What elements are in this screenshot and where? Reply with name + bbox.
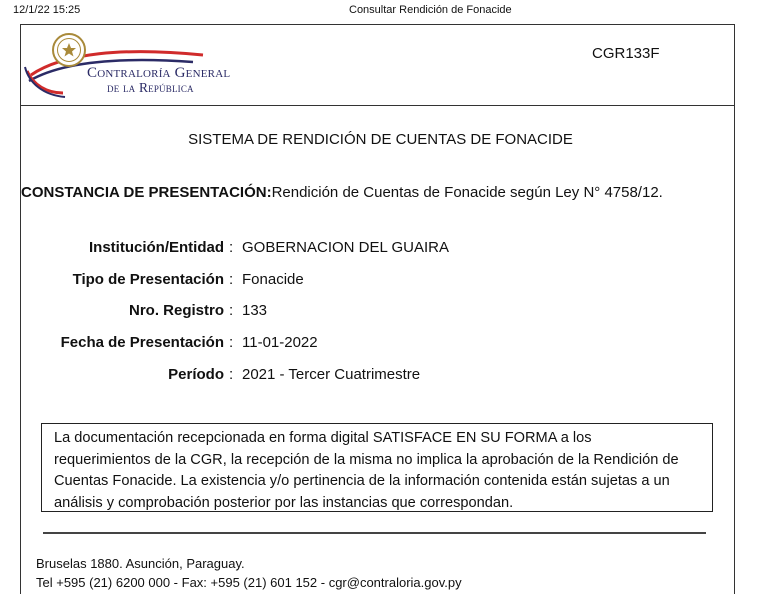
footer-address: Bruselas 1880. Asunción, Paraguay. <box>36 556 245 571</box>
field-colon: : <box>229 334 234 351</box>
document-frame <box>20 24 735 594</box>
print-page-title: Consultar Rendición de Fonacide <box>349 4 512 16</box>
field-value: Fonacide <box>242 271 304 288</box>
note-line: análisis y comprobación posterior por las instancias que correspondan. <box>54 494 514 511</box>
note-line: requerimientos de la CGR, la recepción de la misma no implica la aprobación de la Rendición de <box>54 451 679 468</box>
print-header <box>0 0 760 20</box>
system-title: SISTEMA DE RENDICIÓN DE CUENTAS DE FONACIDE <box>188 131 573 148</box>
constancia-line <box>21 184 663 201</box>
field-value: 11-01-2022 <box>242 334 318 351</box>
note-line: La documentación recepcionada en forma digital SATISFACE EN SU FORMA a los <box>54 430 592 446</box>
field-label: Institución/Entidad <box>89 239 224 256</box>
form-code: CGR133F <box>592 45 660 62</box>
field-colon: : <box>229 366 234 383</box>
field-colon: : <box>229 271 234 288</box>
field-label: Período <box>168 366 224 383</box>
header-divider <box>21 105 734 106</box>
constancia-label: CONSTANCIA DE PRESENTACIÓN: <box>21 184 272 201</box>
cgr-logo <box>23 31 263 99</box>
field-colon: : <box>229 239 234 256</box>
field-value: GOBERNACION DEL GUAIRA <box>242 239 449 256</box>
footer-separator <box>43 532 706 534</box>
field-colon: : <box>229 302 234 319</box>
field-value: 2021 - Tercer Cuatrimestre <box>242 366 421 383</box>
logo-line-2: de la República <box>107 80 194 95</box>
conformity-note <box>41 423 713 512</box>
constancia-text: Rendición de Cuentas de Fonacide según Ley N° 4758/12. <box>271 184 663 201</box>
field-label: Fecha de Presentación <box>60 334 224 351</box>
note-line: Cuentas Fonacide. La existencia y/o pertinencia de la información contenida están sujetas a un <box>54 473 670 489</box>
field-value: 133 <box>242 302 268 319</box>
field-label: Tipo de Presentación <box>72 271 224 288</box>
footer-contact: Tel +595 (21) 6200 000 - Fax: +595 (21) 601 152 - cgr@contraloria.gov.py <box>36 575 462 590</box>
logo-line-1: Contraloría General <box>87 65 231 81</box>
field-label: Nro. Registro <box>128 302 224 319</box>
print-datetime: 12/1/22 15:25 <box>13 4 81 16</box>
